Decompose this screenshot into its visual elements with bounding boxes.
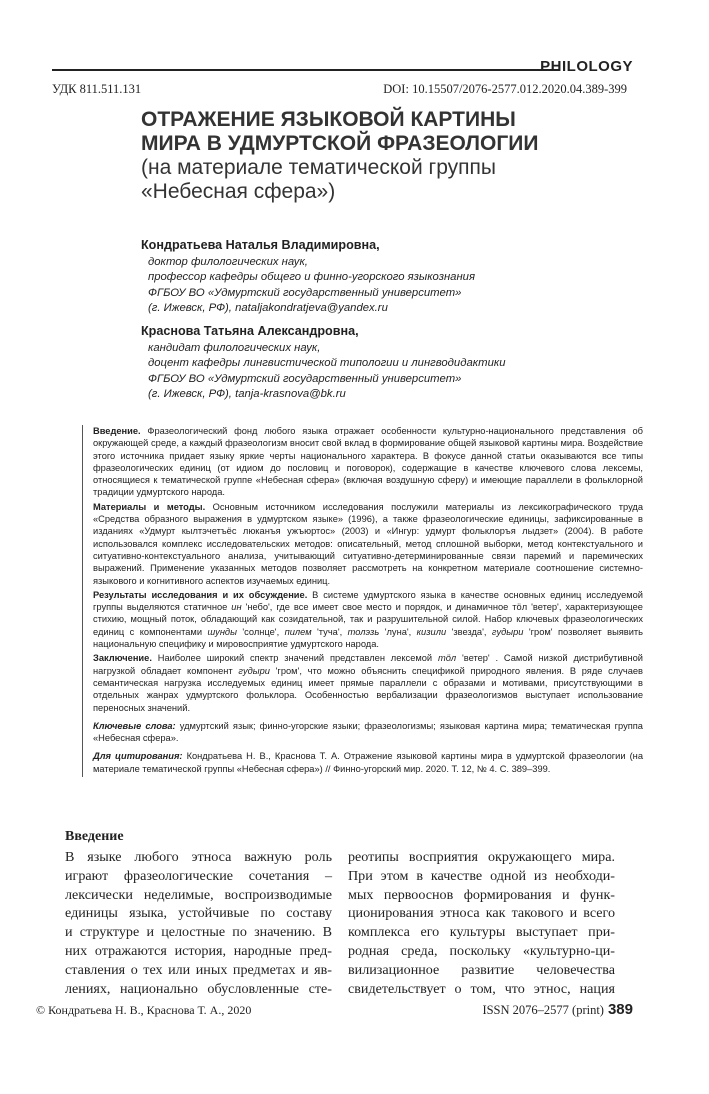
author-block-1 [141, 238, 668, 317]
udmurt-term: толэзь [347, 626, 380, 637]
section-label: PHILOLOGY [540, 58, 633, 75]
abstract-text: 'звезда', [451, 626, 487, 637]
title-line-2: МИРА В УДМУРТСКОЙ ФРАЗЕОЛОГИИ [141, 132, 539, 155]
section-heading: Введение [65, 829, 124, 844]
abstract-text: 'луна', [384, 626, 412, 637]
body-column-right [348, 848, 615, 998]
author-degree: кандидат филологических наук, [148, 341, 321, 354]
abstract-text: 'гром' позволяет выявить национальную специфику и мировосприятие удмуртского народа. [93, 626, 644, 650]
udmurt-term: тöл [437, 653, 457, 664]
issn-footer [482, 1001, 633, 1018]
text-line: играют фразеологические сочетания – [65, 867, 332, 884]
copyright-notice: © Кондратьева Н. В., Краснова Т. А., 2020 [36, 1003, 252, 1017]
text-line: ционирования этноса как такового и всего [348, 905, 615, 922]
text-line: ставления о тех или иных предметах и яв- [65, 961, 332, 978]
text-line: При этом в качестве одной из необходи- [348, 867, 615, 884]
text-line: лексически неделимые, воспроизводимые [65, 886, 332, 903]
subtitle-line-2: «Небесная сфера») [141, 180, 336, 203]
author-affiliation: ФГБОУ ВО «Удмуртский государственный университет» [148, 372, 462, 385]
text-line: них отражаются история, народные пред- [65, 942, 332, 959]
text-line: родная среда, поскольку «культурно-ци- [348, 942, 615, 959]
udmurt-term: гудыри [491, 626, 524, 637]
abstract-introduction [93, 425, 643, 499]
abstract-citation [93, 750, 643, 775]
author-degree: доктор филологических наук, [148, 255, 308, 268]
text-line: свидетельствует о том, что этнос, нация [348, 980, 615, 997]
abstract-label: Заключение. [93, 653, 152, 664]
udmurt-term: ин [231, 602, 242, 613]
subtitle-line-1: (на материале тематической группы [141, 156, 496, 179]
author-affiliation: ФГБОУ ВО «Удмуртский государственный университет» [148, 286, 462, 299]
udmurt-term: гудыри [238, 665, 270, 676]
author-contact: (г. Ижевск, РФ), nataljakondratjeva@yandex.ru [148, 302, 388, 314]
abstract-text: 'солнце', [242, 626, 280, 637]
citation-text: Кондратьева Н. В., Краснова Т. А. Отражение языковой картины мира в удмуртской фразеологии (на материале тематической группы «Небесная сфера») // Финно-угорский мир. 2020. Т. 12, № 4. С. 389–399. [93, 751, 643, 774]
abstract-text: Основным источником исследования послужили материалы из лексикографического труда «Средства образного выражения в удмуртском языке» (1996), а также фразеологические единицы, зафиксированные в изданиях «Удмурт кылтэчетъёс люканъя ужъюртос» (2003) и «Ингур: удмурт фольклоръя лыдзет» (2004). В работе использовался комплекс исследовательских методов: описательный, метод сплошной выборки, метод контекстуального и ситуативно-контекстуального анализа, учитывающий ситуативно-детерминированные связи паремий и паремических выражений. Применение указанных методов позволяет рассмотреть на конкретном материале соотношение системно-языкового и когнитивного аспектов изучаемых единиц. [93, 501, 643, 586]
title-line-1: ОТРАЖЕНИЕ ЯЗЫКОВОЙ КАРТИНЫ [141, 108, 516, 131]
udk-code: УДК 811.511.131 [52, 82, 142, 96]
author-contact: (г. Ижевск, РФ), tanja-krasnova@bk.ru [148, 388, 346, 400]
body-column-left [65, 848, 332, 998]
abstract-label: Введение. [93, 426, 141, 436]
text-line: вилизационное развитие человечества [348, 961, 615, 978]
keywords-label: Ключевые слова: [93, 720, 176, 731]
citation-label: Для цитирования: [93, 751, 183, 762]
text-line: и структуре и целостные по значению. В [65, 924, 332, 941]
abstract-block [82, 425, 643, 777]
abstract-text: Наиболее широкий спектр значений представлен лексемой [157, 653, 433, 664]
keywords-text: удмуртский язык; финно-угорские языки; фразеологизмы; языковая картина мира; тематическая группа «Небесная сфера». [93, 720, 643, 744]
abstract-conclusion [93, 652, 643, 713]
text-line: В языке любого этноса важную роль [65, 849, 332, 865]
text-line: лениях, национально обусловленные сте- [65, 980, 332, 997]
abstract-label: Результаты исследования и их обсуждение. [93, 589, 308, 600]
abstract-text: 'туча', [317, 626, 343, 637]
text-line: реотипы восприятия окружающего мира. [348, 849, 615, 865]
header-rule [52, 69, 559, 71]
text-line: комплекса его культуры выступает при- [348, 924, 615, 941]
doi-link[interactable]: DOI: 10.15507/2076-2577.012.2020.04.389-399 [383, 82, 627, 96]
abstract-results [93, 589, 643, 650]
abstract-text: В системе удмуртского языка в качестве основных единиц исследуемой группы выделяются статичное [93, 589, 644, 613]
abstract-text: 'гром', что можно объяснить спецификой природного явления. В ряде случаев семантическая нагрузка исследуемых единиц имеет прямые параллели с образами и мотивами, присутствующими в отдельных жанрах удмуртского фольклора. Особенностью вербализации фразеологизмов выступает использование переносных значений. [93, 665, 643, 713]
udmurt-term: пилем [284, 626, 312, 637]
text-line: единицы языка, устойчивые по составу [65, 905, 332, 922]
text-line: мых первооснов формирования и функ- [348, 886, 615, 903]
abstract-text: 'небо', где все имеет свое место и порядок, и динамичное тöл 'ветер', характеризующее стихию, мощный поток, обладающий как созидательной, так и разрушительной силой. Набор ключевых фразеологических единиц с компонентами [93, 602, 643, 637]
udmurt-term: шунды [207, 626, 237, 637]
abstract-text: 'ветер' . Самой низкой дистрибутивной нагрузкой обладает компонент [93, 653, 643, 676]
page-number: 389 [607, 1001, 633, 1018]
author-position: профессор кафедры общего и финно-угорского языкознания [148, 271, 476, 283]
abstract-keywords [93, 720, 643, 745]
abstract-label: Материалы и методы. [93, 501, 206, 512]
author-block-2 [141, 324, 668, 403]
issn-number: ISSN 2076–2577 (print) [482, 1003, 604, 1017]
author-name: Краснова Татьяна Александровна, [141, 324, 359, 338]
author-name: Кондратьева Наталья Владимировна, [141, 238, 380, 252]
udmurt-term: кизили [416, 626, 447, 637]
article-title [141, 108, 641, 204]
abstract-text: Фразеологический фонд любого языка отражает особенности культурно-национального представления об окружающей среде, а каждый фразеологизм вносит свой вклад в формирование общей языковой картины мира. Воздействие этого источника придает языку яркие черты национального характера. В фокусе данной статьи оказываются все типы фразеологических единиц (от идиом до пословиц и поговорок), содержащие в качестве ключевого слова лексемы, относящиеся к тематической группе «Небесная сфера» (включая воздушную сферу) и имеющие параллели в фольклорной традиции удмуртского народа. [93, 426, 643, 498]
author-position: доцент кафедры лингвистической типологии и лингводидактики [148, 357, 506, 369]
abstract-methods [93, 501, 643, 587]
